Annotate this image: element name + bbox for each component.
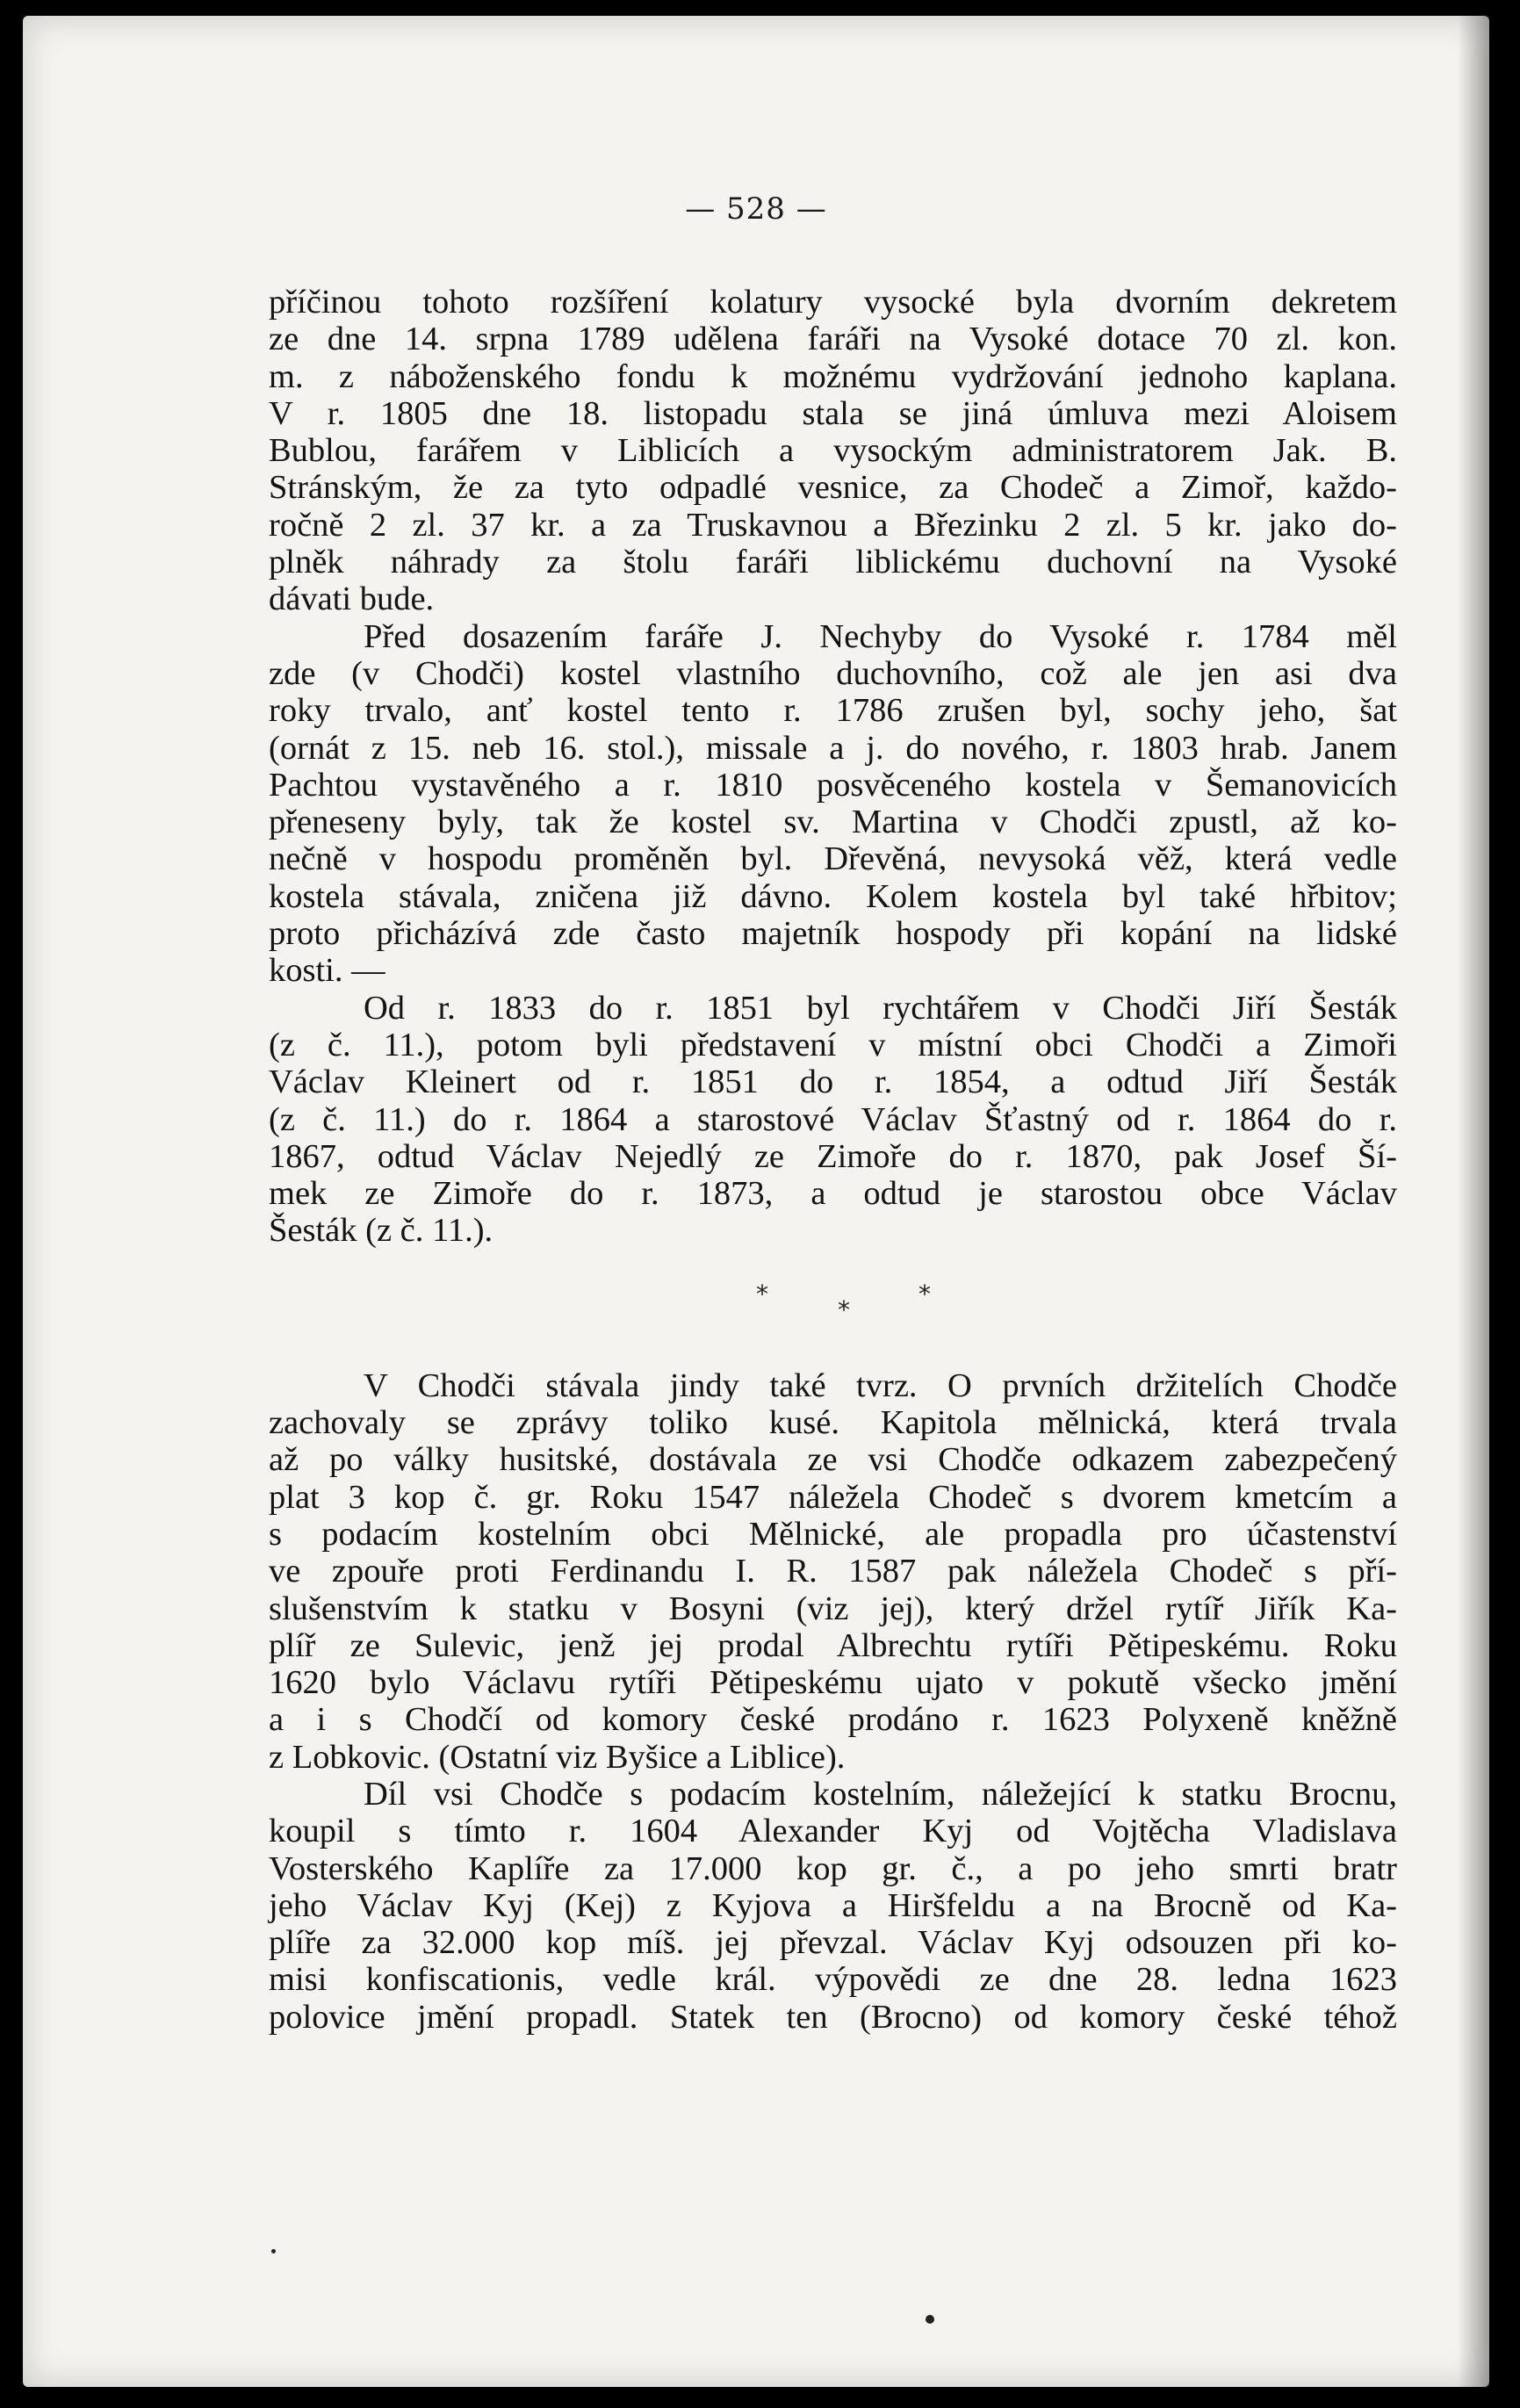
paragraph — [269, 990, 1397, 1250]
text-line: nečně v hospodu proměněn byl. Dřevěná, nevysoká věž, která vedle — [269, 840, 1397, 878]
text-line: Vosterského Kaplíře za 17.000 kop gr. č., a po jeho smrti bratr — [269, 1849, 1397, 1887]
text-line: plíř ze Sulevic, jenž jej prodal Albrechtu rytíři Pětipeskému. Roku — [269, 1626, 1397, 1664]
paragraph — [269, 1367, 1397, 1776]
text-line: m. z náboženského fondu k možnému vydržování jednoho kaplana. — [269, 357, 1397, 395]
text-line: 1620 bylo Václavu rytíři Pětipeskému ujato v pokutě všecko jmění — [269, 1664, 1397, 1702]
text-line: mek ze Zimoře do r. 1873, a odtud je starostou obce Václav — [269, 1175, 1397, 1213]
text-line: proto přicházívá zde často majetník hospody při kopání na lidské — [269, 915, 1397, 953]
scan-edge-shadow — [1458, 16, 1489, 2387]
separator-star: * — [918, 1279, 931, 1309]
text-line: dávati bude. — [269, 580, 435, 618]
paragraph — [269, 618, 1397, 990]
text-line: Václav Kleinert od r. 1851 do r. 1854, a odtud Jiří Šesták — [269, 1063, 1397, 1101]
text-line: (z č. 11.) do r. 1864 a starostové Václav Šťastný od r. 1864 do r. — [269, 1100, 1397, 1138]
text-line: zde (v Chodči) kostel vlastního duchovního, což ale jen asi dva — [269, 654, 1397, 692]
ink-speck — [271, 2249, 276, 2253]
text-line: přeneseny byly, tak že kostel sv. Martina v Chodči zpustl, až ko- — [269, 804, 1397, 841]
text-line: plíře za 32.000 kop míš. jej převzal. Václav Kyj odsouzen při ko- — [269, 1924, 1397, 1962]
ink-speck — [926, 2315, 934, 2324]
page-number: — 528 — — [685, 191, 827, 227]
scanned-page — [23, 16, 1489, 2387]
text-line: příčinou tohoto rozšíření kolatury vysocké byla dvorním dekretem — [269, 284, 1397, 321]
paragraph — [269, 284, 1397, 618]
text-line: až po války husitské, dostávala ze vsi Chodče odkazem zabezpečený — [269, 1441, 1397, 1479]
paragraph — [269, 1776, 1397, 2036]
text-line: (ornát z 15. neb 16. stol.), missale a j. do nového, r. 1803 hrab. Janem — [269, 729, 1397, 767]
text-line: plněk náhrady za štolu faráři liblickému duchovní na Vysoké — [269, 544, 1397, 581]
text-line: Před dosazením faráře J. Nechyby do Vysoké r. 1784 měl — [364, 617, 1397, 655]
text-line: Díl vsi Chodče s podacím kostelním, náležející k statku Brocnu, — [364, 1775, 1397, 1813]
text-line: slušenstvím k statku v Bosyni (viz jej), který držel rytíř Jiřík Ka- — [269, 1590, 1397, 1627]
text-line: polovice jmění propadl. Statek ten (Brocno) od komory české téhož — [269, 1998, 1397, 2036]
text-line: plat 3 kop č. gr. Roku 1547 náležela Chodeč s dvorem kmetcím a — [269, 1478, 1397, 1516]
separator-star: * — [838, 1294, 850, 1324]
text-line: Od r. 1833 do r. 1851 byl rychtářem v Chodči Jiří Šesták — [364, 989, 1397, 1027]
text-line: misi konfiscationis, vedle král. výpovědi ze dne 28. ledna 1623 — [269, 1961, 1397, 1999]
text-line: ve zpouře proti Ferdinandu I. R. 1587 pak náležela Chodeč s pří- — [269, 1553, 1397, 1590]
text-line: kostela stávala, zničena již dávno. Kolem kostela byl také hřbitov; — [269, 877, 1397, 915]
text-line: ročně 2 zl. 37 kr. a za Truskavnou a Březinku 2 zl. 5 kr. jako do- — [269, 506, 1397, 544]
text-line: roky trvalo, anť kostel tento r. 1786 zrušen byl, sochy jeho, šat — [269, 692, 1397, 730]
text-line: koupil s tímto r. 1604 Alexander Kyj od Vojtěcha Vladislava — [269, 1813, 1397, 1850]
text-line: Pachtou vystavěného a r. 1810 posvěceného kostela v Šemanovicích — [269, 766, 1397, 804]
text-line: V r. 1805 dne 18. listopadu stala se jiná úmluva mezi Aloisem — [269, 394, 1397, 432]
text-line: kosti. — — [269, 952, 385, 990]
text-line: 1867, odtud Václav Nejedlý ze Zimoře do r. 1870, pak Josef Ší- — [269, 1137, 1397, 1175]
text-line: (z č. 11.), potom byli představení v místní obci Chodči a Zimoři — [269, 1026, 1397, 1063]
text-line: zachovaly se zprávy toliko kusé. Kapitola mělnická, která trvala — [269, 1404, 1397, 1442]
text-line: Bublou, farářem v Liblicích a vysockým administratorem Jak. B. — [269, 432, 1397, 470]
section-separator — [269, 1250, 1397, 1330]
spacer — [269, 1330, 1397, 1367]
text-line: V Chodči stávala jindy také tvrz. O prvních držitelích Chodče — [364, 1366, 1397, 1404]
text-line: Šesták (z č. 11.). — [269, 1212, 493, 1250]
text-line: s podacím kostelním obci Mělnické, ale propadla pro účastenství — [269, 1515, 1397, 1553]
text-line: a i s Chodčí od komory české prodáno r. 1623 Polyxeně kněžně — [269, 1701, 1397, 1739]
text-line: jeho Václav Kyj (Kej) z Kyjova a Hiršfeldu a na Brocně od Ka- — [269, 1886, 1397, 1924]
separator-star: * — [756, 1279, 768, 1309]
text-line: z Lobkovic. (Ostatní viz Byšice a Liblice). — [269, 1738, 846, 1776]
text-line: Stránským, že za tyto odpadlé vesnice, za Chodeč a Zimoř, každo- — [269, 469, 1397, 507]
text-line: ze dne 14. srpna 1789 udělena faráři na Vysoké dotace 70 zl. kon. — [269, 321, 1397, 358]
page-body-text — [269, 284, 1397, 2036]
